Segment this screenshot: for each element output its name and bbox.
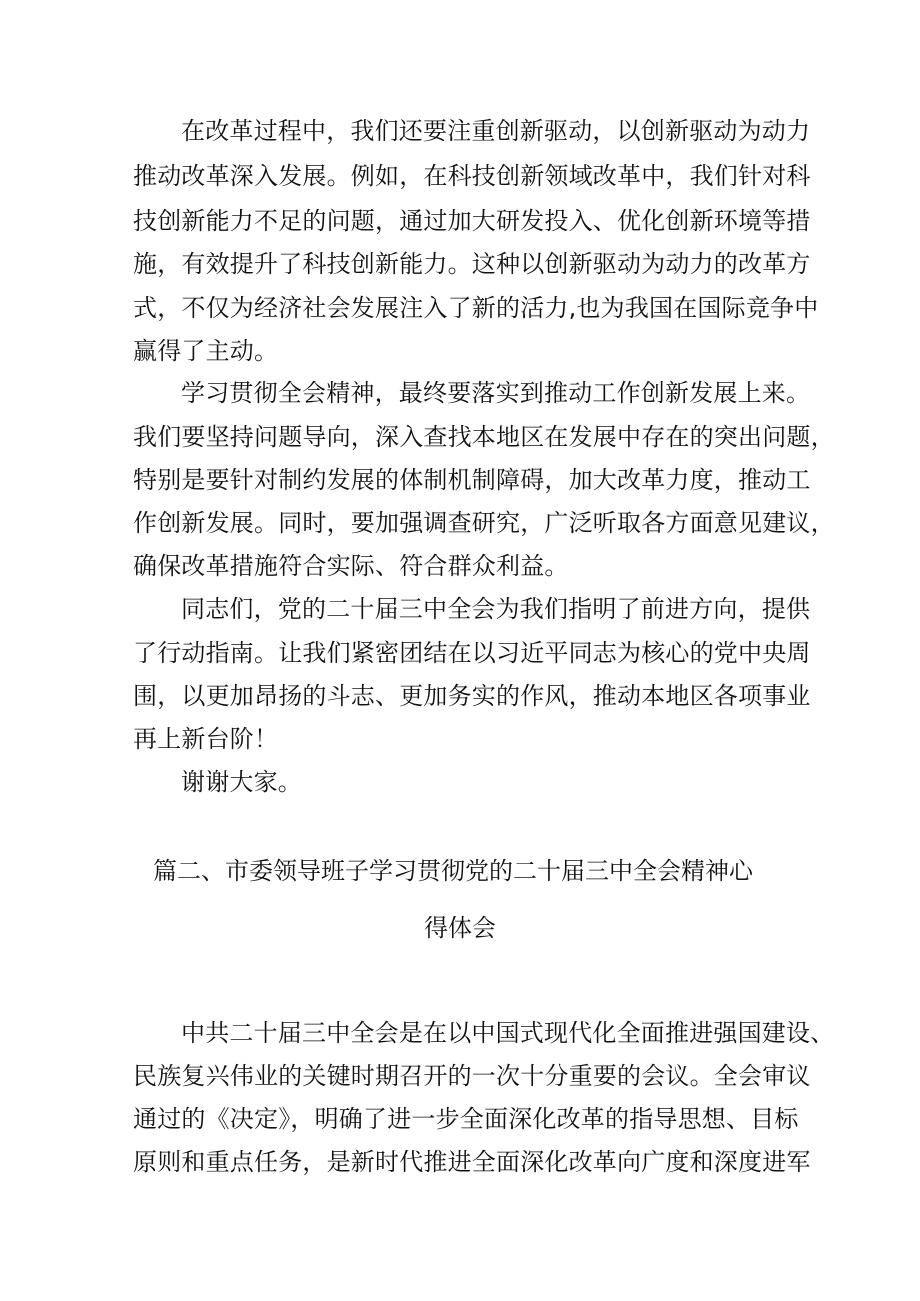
text-line: 民族复兴伟业的关键时期召开的一次十分重要的会议。全会审议 — [133, 1062, 811, 1090]
text-line: 学习贯彻全会精神，最终要落实到推动工作创新发展上来。 — [181, 379, 811, 407]
text-line: 确保改革措施符合实际、符合群众利益。 — [133, 552, 569, 580]
text-line: 同志们，党的二十届三中全会为我们指明了前进方向，提供 — [181, 595, 811, 623]
text-line: 式，不仅为经济社会发展注入了新的活力,也为我国在国际竞争中 — [133, 294, 819, 322]
text-line: 赢得了主动。 — [133, 337, 279, 365]
text-line: 施，有效提升了科技创新能力。这种以创新驱动为动力的改革方 — [133, 250, 811, 278]
text-line: 中共二十届三中全会是在以中国式现代化全面推进强国建设、 — [181, 1019, 835, 1047]
text-line: 再上新台阶！ — [133, 725, 279, 753]
text-line: 特别是要针对制约发展的体制机制障碍，加大改革力度，推动工 — [133, 466, 811, 494]
text-line: 技创新能力不足的问题，通过加大研发投入、优化创新环境等措 — [133, 207, 811, 235]
heading-line-2: 得体会 — [424, 914, 496, 942]
text-line: 作创新发展。同时，要加强调查研究，广泛听取各方面意见建议， — [133, 509, 835, 537]
text-line: 谢谢大家。 — [181, 768, 302, 796]
heading-line-1: 篇二、市委领导班子学习贯彻党的二十届三中全会精神心 — [153, 857, 753, 885]
text-line: 了行动指南。让我们紧密团结在以习近平同志为核心的党中央周 — [133, 639, 811, 667]
text-line: 在改革过程中，我们还要注重创新驱动，以创新驱动为动力 — [181, 117, 811, 145]
text-line: 我们要坚持问题导向，深入查找本地区在发展中存在的突出问题， — [133, 423, 835, 451]
text-line: 推动改革深入发展。例如，在科技创新领域改革中，我们针对科 — [133, 162, 811, 190]
text-line: 原则和重点任务，是新时代推进全面深化改革向广度和深度进军 — [133, 1148, 811, 1176]
text-line: 通过的《决定》，明确了进一步全面深化改革的指导思想、目标 — [133, 1105, 799, 1133]
text-line: 围，以更加昂扬的斗志、更加务实的作风，推动本地区各项事业 — [133, 682, 811, 710]
